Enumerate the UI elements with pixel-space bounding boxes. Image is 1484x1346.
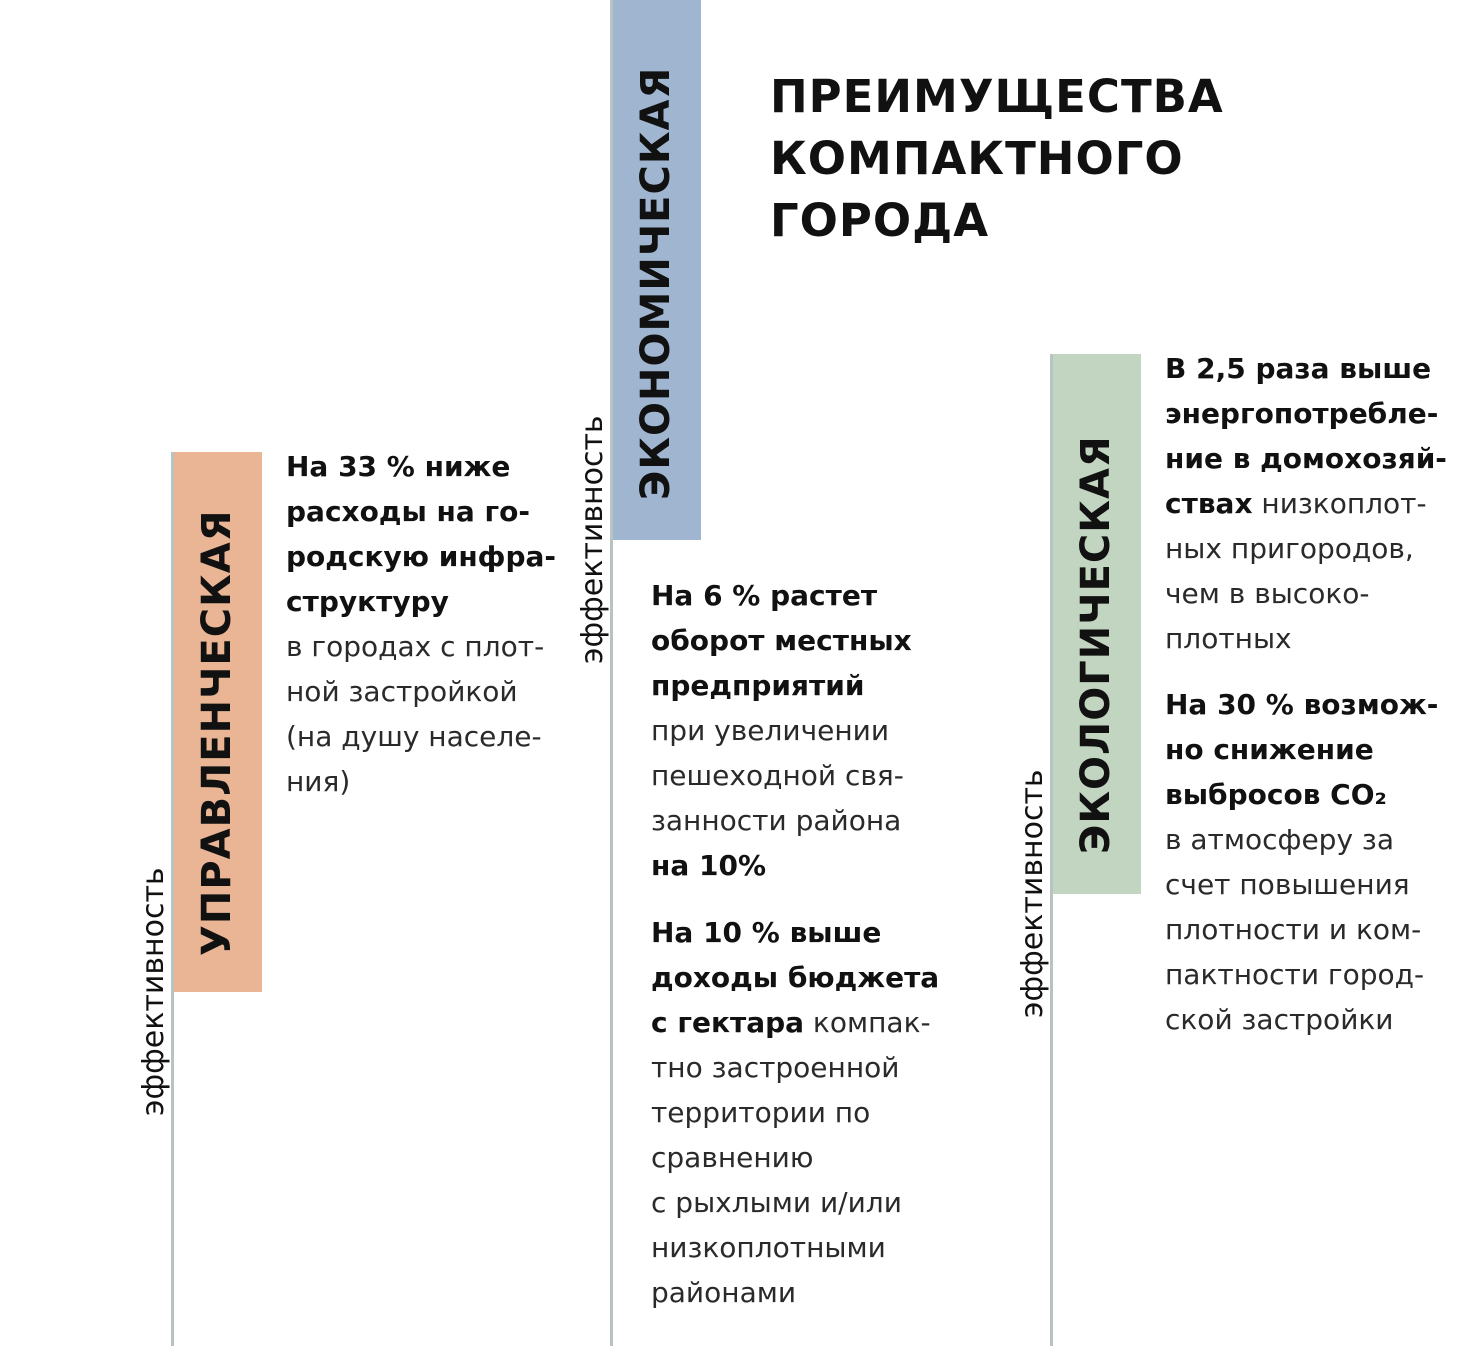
ecological-fact2-text-4: пактности город- (1165, 958, 1425, 991)
ecological-fact1-text-3: плотных (1165, 622, 1292, 655)
economic-fact2-bold-inline: с гектара (651, 1006, 805, 1039)
management-fact-text-3: (на душу населе- (286, 720, 542, 753)
ecological-fact2-text-3: плотности и ком- (1165, 913, 1422, 946)
page-title (770, 66, 1224, 252)
ecological-fact1-mixed-line (1165, 481, 1447, 526)
management-fact-text-1: в городах с плот- (286, 630, 545, 663)
economic-efficiency-label: эффективность (575, 415, 610, 664)
economic-fact1-text-1: при увеличении (651, 714, 890, 747)
ecological-fact1-bold-1: В 2,5 раза выше (1165, 352, 1432, 385)
management-fact-text-4: ния) (286, 765, 351, 798)
ecological-fact1-inline-text: низкоплот- (1252, 487, 1427, 520)
title-line-2: КОМПАКТНОГО (770, 132, 1184, 185)
economic-fact2-text-6: районами (651, 1276, 797, 1309)
economic-fact2-text-5: низкоплотными (651, 1231, 886, 1264)
economic-fact2-mixed-line (651, 1000, 939, 1045)
ecological-efficiency-label: эффективность (1015, 769, 1050, 1018)
ecological-fact2-bold-2: но снижение (1165, 733, 1374, 766)
title-line-1: ПРЕИМУЩЕСТВА (770, 70, 1224, 123)
ecological-fact2-bold-1: На 30 % возмож- (1165, 688, 1439, 721)
economic-fact2-text-3: сравнению (651, 1141, 814, 1174)
ecological-fact1-text-2: чем в высоко- (1165, 577, 1370, 610)
ecological-fact2-text-5: ской застройки (1165, 1003, 1394, 1036)
ecological-fact-1 (1165, 346, 1447, 661)
economic-fact2-bold-1: На 10 % выше (651, 916, 882, 949)
management-category-label: УПРАВЛЕНЧЕСКАЯ (194, 509, 240, 956)
management-fact-bold-4: структуру (286, 585, 449, 618)
economic-fact1-text-2: пешеходной свя- (651, 759, 904, 792)
economic-fact1-bold-tail: на 10% (651, 849, 767, 882)
title-line-3: ГОРОДА (770, 194, 990, 247)
economic-fact-2 (651, 910, 939, 1315)
economic-fact-1 (651, 573, 912, 888)
management-fact-bold-1: На 33 % ниже (286, 450, 511, 483)
economic-fact1-bold-3: предприятий (651, 669, 865, 702)
ecological-fact2-text-1: в атмосферу за (1165, 823, 1394, 856)
economic-fact2-bold-2: доходы бюджета (651, 961, 940, 994)
ecological-fact1-bold-2: энергопотребле- (1165, 397, 1439, 430)
economic-category-label: ЭКОНОМИЧЕСКАЯ (633, 66, 679, 500)
economic-fact2-text-4: с рыхлыми и/или (651, 1186, 902, 1219)
economic-fact1-bold-2: оборот местных (651, 624, 912, 657)
management-fact-bold-3: родскую инфра- (286, 540, 557, 573)
management-fact-bold-2: расходы на го- (286, 495, 530, 528)
economic-fact1-bold-1: На 6 % растет (651, 579, 878, 612)
ecological-category-label: ЭКОЛОГИЧЕСКАЯ (1073, 435, 1119, 854)
ecological-fact-2 (1165, 682, 1438, 1042)
economic-fact2-text-1: тно застроенной (651, 1051, 900, 1084)
management-fact (286, 444, 556, 804)
ecological-fact1-text-1: ных пригородов, (1165, 532, 1414, 565)
economic-fact1-text-3: занности района (651, 804, 902, 837)
economic-fact2-text-2: территории по (651, 1096, 871, 1129)
management-efficiency-label: эффективность (136, 867, 171, 1116)
ecological-fact1-bold-3: ние в домохозяй- (1165, 442, 1447, 475)
ecological-fact1-bold-inline: ствах (1165, 487, 1253, 520)
ecological-fact2-bold-3: выбросов CO₂ (1165, 778, 1387, 811)
ecological-fact2-text-2: счет повышения (1165, 868, 1410, 901)
economic-fact2-inline-text: компак- (804, 1006, 931, 1039)
management-fact-text-2: ной застройкой (286, 675, 518, 708)
